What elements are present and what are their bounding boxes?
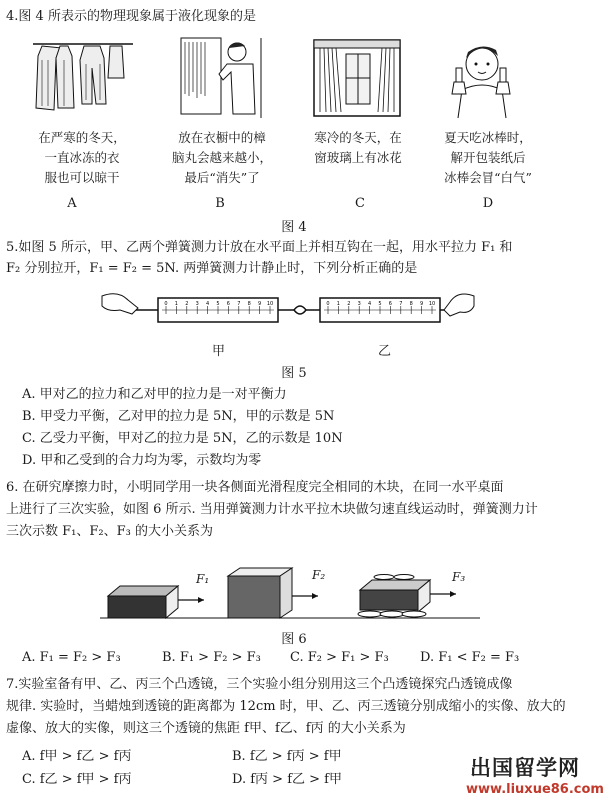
scale-tick-label: 7 [399, 301, 403, 307]
q7-stem-line3: 虚像、放大的实像，则这三个透镜的焦距 f甲、f乙、f丙 的大小关系为 [6, 721, 406, 736]
picture-b-letter: B [215, 196, 225, 211]
picture-d-caption [428, 128, 548, 188]
spring-scales-figure [98, 288, 478, 336]
caption-line: 在严寒的冬天， [38, 130, 126, 145]
q5-option-a: A. 甲对乙的拉力和乙对甲的拉力是一对平衡力 [22, 387, 287, 402]
q6-stem-line1: 6. 在研究摩擦力时，小明同学用一块各侧面光滑程度完全相同的木块，在同一水平桌面 [6, 480, 504, 495]
scale-tick-label: 3 [357, 301, 361, 307]
scale-tick-label: 7 [237, 301, 241, 307]
scale-tick-label: 0 [326, 301, 330, 307]
scale-tick-label: 9 [420, 301, 424, 307]
picture-a-letter: A [67, 196, 77, 211]
scale-tick-label: 6 [388, 301, 392, 307]
force-label-f3: F₃ [452, 570, 466, 584]
q7-option-b: B. f乙 > f丙 > f甲 [232, 749, 342, 764]
friction-blocks-figure [100, 566, 480, 624]
q6-option-a: A. F₁ = F₂ > F₃ [22, 650, 121, 665]
q7-option-a: A. f甲 > f乙 > f丙 [22, 749, 132, 764]
caption-line: 窗玻璃上有冰花 [314, 150, 402, 165]
scale-tick-label: 5 [216, 301, 220, 307]
scale-tick-label: 5 [378, 301, 382, 307]
caption-line: 放在衣橱中的樟 [178, 130, 266, 145]
q6-option-d: D. F₁ < F₂ = F₃ [420, 650, 520, 665]
figure-6-label: 图 6 [281, 632, 307, 647]
q5-option-b: B. 甲受力平衡，乙对甲的拉力是 5N，甲的示数是 5N [22, 409, 335, 424]
caption-line: 解开包装纸后 [450, 150, 526, 165]
q6-stem-line2: 上进行了三次实验，如图 6 所示. 当用弹簧测力计水平拉木块做匀速直线运动时，弹簧测力计 [6, 502, 538, 517]
frozen-clothes-illustration [28, 38, 138, 118]
q6-stem-line3: 三次示数 F₁、F₂、F₃ 的大小关系为 [6, 524, 213, 539]
caption-line: 夏天吃冰棒时， [444, 130, 532, 145]
picture-b-caption [162, 128, 282, 188]
scale-tick-label: 10 [266, 301, 274, 307]
picture-c-letter: C [355, 196, 365, 211]
scale-tick-label: 2 [185, 301, 189, 307]
scale-tick-label: 6 [226, 301, 230, 307]
q6-option-c: C. F₂ > F₁ > F₃ [290, 650, 389, 665]
figure-4-label: 图 4 [281, 220, 307, 235]
force-label-f2: F₂ [312, 568, 326, 582]
q4-stem: 4.图 4 所表示的物理现象属于液化现象的是 [6, 9, 256, 24]
scale-tick-label: 8 [409, 301, 413, 307]
frosted-window-illustration [312, 38, 402, 118]
scale-tick-label: 9 [258, 301, 262, 307]
caption-line: 最后“消失”了 [184, 170, 260, 185]
caption-line: 冰棒会冒“白气” [444, 170, 532, 185]
force-label-f1: F₁ [196, 572, 210, 586]
q7-stem-line2: 规律. 实验时，当蜡烛到透镜的距离都为 12cm 时，甲、乙、丙三透镜分别成缩小的实像、放大的 [6, 699, 566, 714]
watermark-url: www.liuxue86.com [466, 782, 604, 797]
picture-a-caption [22, 128, 142, 188]
scale-jia-label: 甲 [212, 344, 226, 359]
caption-line: 寒冷的冬天，在 [314, 130, 402, 145]
scale-tick-label: 1 [336, 301, 340, 307]
site-watermark [466, 752, 604, 797]
scale-tick-label: 2 [347, 301, 351, 307]
watermark-text: 出国留学网 [470, 756, 580, 780]
scale-tick-label: 0 [164, 301, 168, 307]
scale-tick-label: 8 [247, 301, 251, 307]
picture-d-letter: D [482, 196, 494, 211]
q5-stem-line1: 5.如图 5 所示，甲、乙两个弹簧测力计放在水平面上并相互钩在一起，用水平拉力 F₁ 和 [6, 240, 513, 255]
scale-yi-label: 乙 [378, 344, 392, 359]
scale-tick-label: 4 [368, 301, 372, 307]
q7-stem-line1: 7.实验室备有甲、乙、丙三个凸透镜，三个实验小组分别用这三个凸透镜探究凸透镜成像 [6, 677, 513, 692]
q7-option-c: C. f乙 > f甲 > f丙 [22, 772, 132, 787]
q7-option-d: D. f丙 > f乙 > f甲 [232, 772, 342, 787]
q5-option-c: C. 乙受力平衡，甲对乙的拉力是 5N，乙的示数是 10N [22, 431, 343, 446]
scale-tick-label: 3 [195, 301, 199, 307]
figure-5-label: 图 5 [281, 366, 307, 381]
scale-tick-label: 4 [206, 301, 210, 307]
boy-with-icepop-illustration [438, 38, 528, 120]
caption-line: 脑丸会越来越小， [171, 150, 272, 165]
q6-option-b: B. F₁ > F₂ > F₃ [162, 650, 261, 665]
q5-stem-line2: F₂ 分别拉开，F₁ = F₂ = 5N. 两弹簧测力计静止时，下列分析正确的是 [6, 261, 418, 276]
scale-tick-label: 10 [428, 301, 436, 307]
q5-option-d: D. 甲和乙受到的合力均为零，示数均为零 [22, 453, 262, 468]
caption-line: 服也可以晾干 [44, 170, 120, 185]
scale-tick-label: 1 [174, 301, 178, 307]
caption-line: 一直冰冻的衣 [44, 150, 120, 165]
wardrobe-illustration [175, 34, 275, 120]
picture-c-caption [298, 128, 418, 168]
